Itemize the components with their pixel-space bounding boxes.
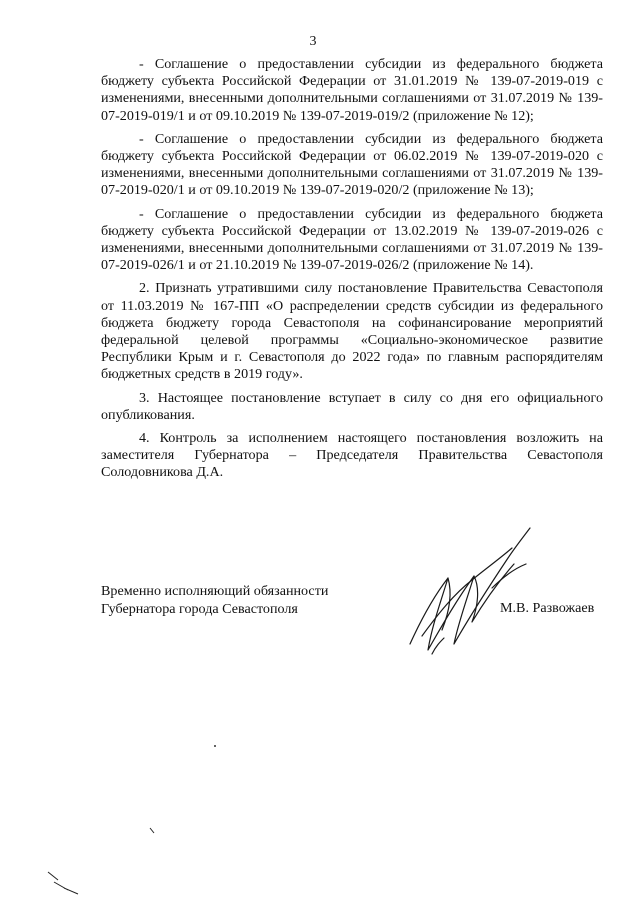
scan-speck bbox=[44, 866, 84, 896]
paragraph-item-3: 3. Настоящее постановление вступает в силу со дня его официального опубликования. bbox=[101, 389, 603, 423]
scan-speck bbox=[212, 743, 218, 749]
paragraph-agreement-019: - Соглашение о предоставлении субсидии из федерального бюджета бюджету субъекта Российской Федерации от 31.01.2019 № 139-07-2019-019 с изменениями, внесенными дополнительными соглашениями от 31.07.2019 № 139-07-2019-019/1 и от 09.10.2019 № 139-07-2019-019/2 (приложение № 12); bbox=[101, 56, 603, 124]
signer-name: М.В. Развожаев bbox=[500, 600, 595, 616]
signer-position bbox=[101, 583, 328, 618]
document-body bbox=[101, 56, 603, 488]
paragraph-item-2: 2. Признать утратившими силу постановление Правительства Севастополя от 11.03.2019 № 167-ПП «О распределении средств субсидии из федерального бюджета бюджету города Севастополя на софинансирование мероприятий федеральной целевой программы «Социально-экономическое развитие Республики Крым и г. Севастополя до 2022 года» по главным распорядителям бюджетных средств в 2019 году». bbox=[101, 280, 603, 383]
signer-position-line-1: Временно исполняющий обязанности bbox=[101, 583, 329, 599]
handwritten-signature bbox=[392, 518, 542, 668]
paragraph-agreement-026: - Соглашение о предоставлении субсидии из федерального бюджета бюджету субъекта Российской Федерации от 13.02.2019 № 139-07-2019-026 с изменениями, внесенными дополнительными соглашениями от 31.07.2019 № 139-07-2019-026/1 и от 21.10.2019 № 139-07-2019-026/2 (приложение № 14). bbox=[101, 205, 603, 274]
paragraph-agreement-020: - Соглашение о предоставлении субсидии из федерального бюджета бюджету субъекта Российской Федерации от 06.02.2019 № 139-07-2019-020 с изменениями, внесенными дополнительными соглашениями от 31.07.2019 № 139-07-2019-020/1 и от 09.10.2019 № 139-07-2019-020/2 (приложение № 13); bbox=[101, 130, 603, 199]
page-number: 3 bbox=[309, 34, 317, 49]
scan-speck bbox=[148, 826, 158, 836]
signer-position-line-2: Губернатора города Севастополя bbox=[101, 600, 298, 617]
paragraph-item-4: 4. Контроль за исполнением настоящего постановления возложить на заместителя Губернатора – Председателя Правительства Севастополя Солодовникова Д.А. bbox=[101, 430, 603, 481]
